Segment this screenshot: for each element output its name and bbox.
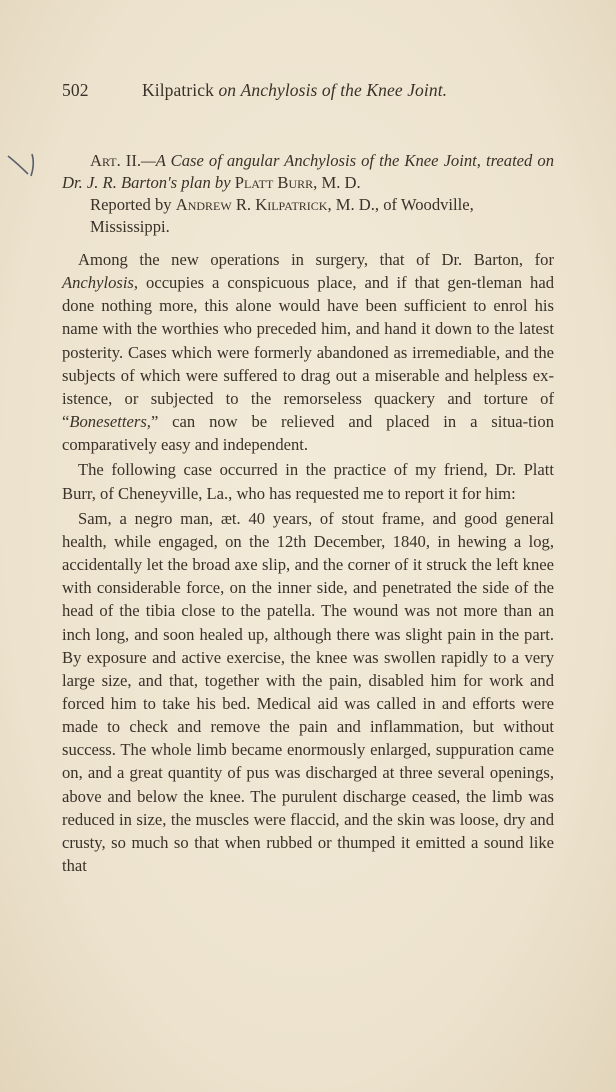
article-place: Mississippi.	[90, 217, 170, 236]
article-reporter: Andrew R. Kilpatrick	[175, 195, 328, 214]
page-number: 502	[62, 80, 89, 100]
article-heading	[62, 150, 554, 238]
article-surgeon: Platt Burr	[234, 173, 314, 192]
article-label: Art. II.	[90, 151, 142, 170]
paragraph-1-text-a: Among the new operations in surgery, that of Dr. Barton, for	[78, 250, 554, 269]
running-head	[62, 80, 532, 101]
running-head-author: Kilpatrick	[142, 80, 214, 100]
paragraph-3: Sam, a negro man, æt. 40 years, of stout frame, and good general health, while engaged, on the 12th December, 1840, in hewing a log, accidentally let the broad axe slip, and the corner of it struck the left knee with considerable force, on the inner side, and penetrated the side of the head of the tibia close to the patella. The wound was not more than an inch long, and soon healed up, although there was slight pain in the part. By exposure and active exercise, the knee was swollen rapidly to a very large size, and that, together with the pain, disabled him for work and forced him to take his bed. Medical aid was called in and efforts were made to check and remove the pain and inflammation, but without success. The whole limb became enormously enlarged, suppuration came on, and a great quantity of pus was discharged at three several openings, above and below the knee. The purulent discharge ceased, the limb was reduced in size, the muscles were flaccid, and the skin was loose, dry and crusty, so much so that when rubbed or thumped it emitted a sound like that	[62, 508, 554, 876]
paragraph-1	[62, 248, 554, 456]
paragraph-1-anchylosis: Anchylosis	[62, 273, 134, 293]
running-head-on: on	[218, 80, 237, 100]
article-title: —A Case of angular Anchylosis of the Knee Joint, treated on Dr. J. R. Barton's plan by	[62, 151, 554, 192]
paragraph-1-text-b: , occupies a conspicuous place, and if that gen-tleman had done nothing more, this alone would have been sufficient to enrol his name with the worthies who preceded him, and hand it down to the latest posterity. Cases which were formerly abandoned as irremediable, and the subjects of which were suffered to drag out a miserable and helpless ex-istence, or subjected to the remorseless quackery and torture of “	[62, 273, 554, 432]
article-body	[62, 248, 554, 877]
pencil-margin-mark-icon	[6, 152, 40, 180]
article-reporter-suffix: , M. D., of Woodville,	[327, 195, 474, 214]
paragraph-2: The following case occurred in the practice of my friend, Dr. Platt Burr, of Cheneyville, La., who has requested me to report it for him:	[62, 460, 554, 503]
article-surgeon-degree: , M. D.	[313, 173, 361, 192]
paragraph-1-bonesetters: Bonesetters,	[69, 412, 151, 432]
article-reported-by: Reported by	[90, 195, 172, 214]
paragraph-1-text-c: ” can now be relieved and placed in a situa-tion comparatively easy and independent.	[62, 412, 554, 455]
running-head-subject: Anchylosis of the Knee Joint.	[240, 80, 448, 100]
